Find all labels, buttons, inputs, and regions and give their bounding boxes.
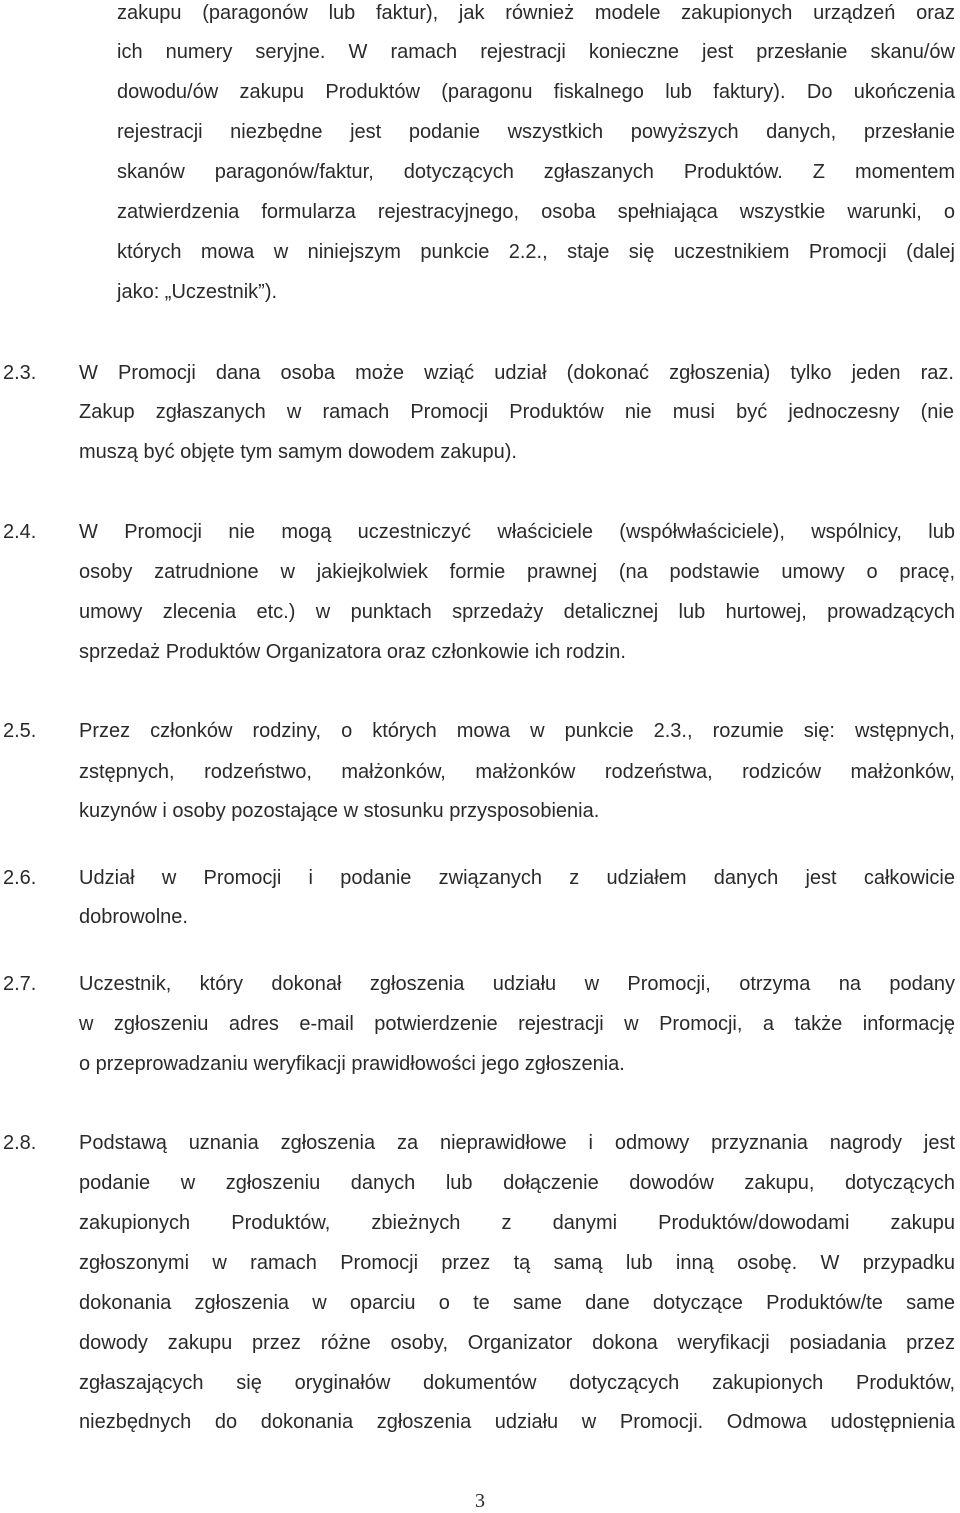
intro-line: jako: „Uczestnik”). — [117, 281, 278, 303]
section-number: 2.8. — [3, 1132, 37, 1154]
section-line: W Promocji dana osoba może wziąć udział (dokonać zgłoszenia) tylko jeden raz. — [79, 362, 954, 384]
section-line: muszą być objęte tym samym dowodem zakupu). — [79, 441, 517, 463]
section-line: zgłoszonymi w ramach Promocji przez tą samą lub inną osobę. W przypadku — [79, 1252, 955, 1274]
intro-line: dowodu/ów zakupu Produktów (paragonu fiskalnego lub faktury). Do ukończenia — [117, 81, 955, 103]
section-number: 2.5. — [3, 720, 37, 742]
section-line: Zakup zgłaszanych w ramach Promocji Produktów nie musi być jednoczesny (nie — [79, 401, 954, 423]
section-line: sprzedaż Produktów Organizatora oraz członkowie ich rodzin. — [79, 641, 626, 663]
section-line: dobrowolne. — [79, 906, 188, 928]
page-number: 3 — [475, 1490, 485, 1512]
intro-line: ich numery seryjne. W ramach rejestracji konieczne jest przesłanie skanu/ów — [117, 41, 955, 63]
intro-line: zakupu (paragonów lub faktur), jak również modele zakupionych urządzeń oraz — [117, 2, 955, 24]
section-line: podanie w zgłoszeniu danych lub dołączenie dowodów zakupu, dotyczących — [79, 1172, 955, 1194]
intro-line: których mowa w niniejszym punkcie 2.2., staje się uczestnikiem Promocji (dalej — [117, 241, 955, 263]
section-line: Udział w Promocji i podanie związanych z udziałem danych jest całkowicie — [79, 867, 955, 889]
section-line: zakupionych Produktów, zbieżnych z danymi Produktów/dowodami zakupu — [79, 1212, 955, 1234]
intro-line: rejestracji niezbędne jest podanie wszystkich powyższych danych, przesłanie — [117, 121, 955, 143]
intro-line: skanów paragonów/faktur, dotyczących zgłaszanych Produktów. Z momentem — [117, 161, 955, 183]
section-line: Podstawą uznania zgłoszenia za nieprawidłowe i odmowy przyznania nagrody jest — [79, 1132, 955, 1154]
section-line: niezbędnych do dokonania zgłoszenia udziału w Promocji. Odmowa udostępnienia — [79, 1411, 955, 1433]
section-line: Przez członków rodziny, o których mowa w punkcie 2.3., rozumie się: wstępnych, — [79, 720, 955, 742]
section-line: Uczestnik, który dokonał zgłoszenia udziału w Promocji, otrzyma na podany — [79, 973, 955, 995]
section-line: zgłaszających się oryginałów dokumentów dotyczących zakupionych Produktów, — [79, 1372, 955, 1394]
section-line: zstępnych, rodzeństwo, małżonków, małżonków rodzeństwa, rodziców małżonków, — [79, 761, 955, 783]
section-line: dokonania zgłoszenia w oparciu o te same dane dotyczące Produktów/te same — [79, 1292, 955, 1314]
section-line: kuzynów i osoby pozostające w stosunku przysposobienia. — [79, 800, 600, 822]
intro-line: zatwierdzenia formularza rejestracyjnego, osoba spełniająca wszystkie warunki, o — [117, 201, 955, 223]
section-number: 2.4. — [3, 521, 37, 543]
section-line: o przeprowadzaniu weryfikacji prawidłowości jego zgłoszenia. — [79, 1053, 625, 1075]
section-line: dowody zakupu przez różne osoby, Organizator dokona weryfikacji posiadania przez — [79, 1332, 955, 1354]
section-number: 2.6. — [3, 867, 37, 889]
section-line: W Promocji nie mogą uczestniczyć właściciele (współwłaściciele), wspólnicy, lub — [79, 521, 955, 543]
section-number: 2.7. — [3, 973, 37, 995]
section-line: umowy zlecenia etc.) w punktach sprzedaży detalicznej lub hurtowej, prowadzących — [79, 601, 955, 623]
section-number: 2.3. — [3, 362, 37, 384]
section-line: w zgłoszeniu adres e-mail potwierdzenie rejestracji w Promocji, a także informację — [79, 1013, 955, 1035]
section-line: osoby zatrudnione w jakiejkolwiek formie prawnej (na podstawie umowy o pracę, — [79, 561, 955, 583]
